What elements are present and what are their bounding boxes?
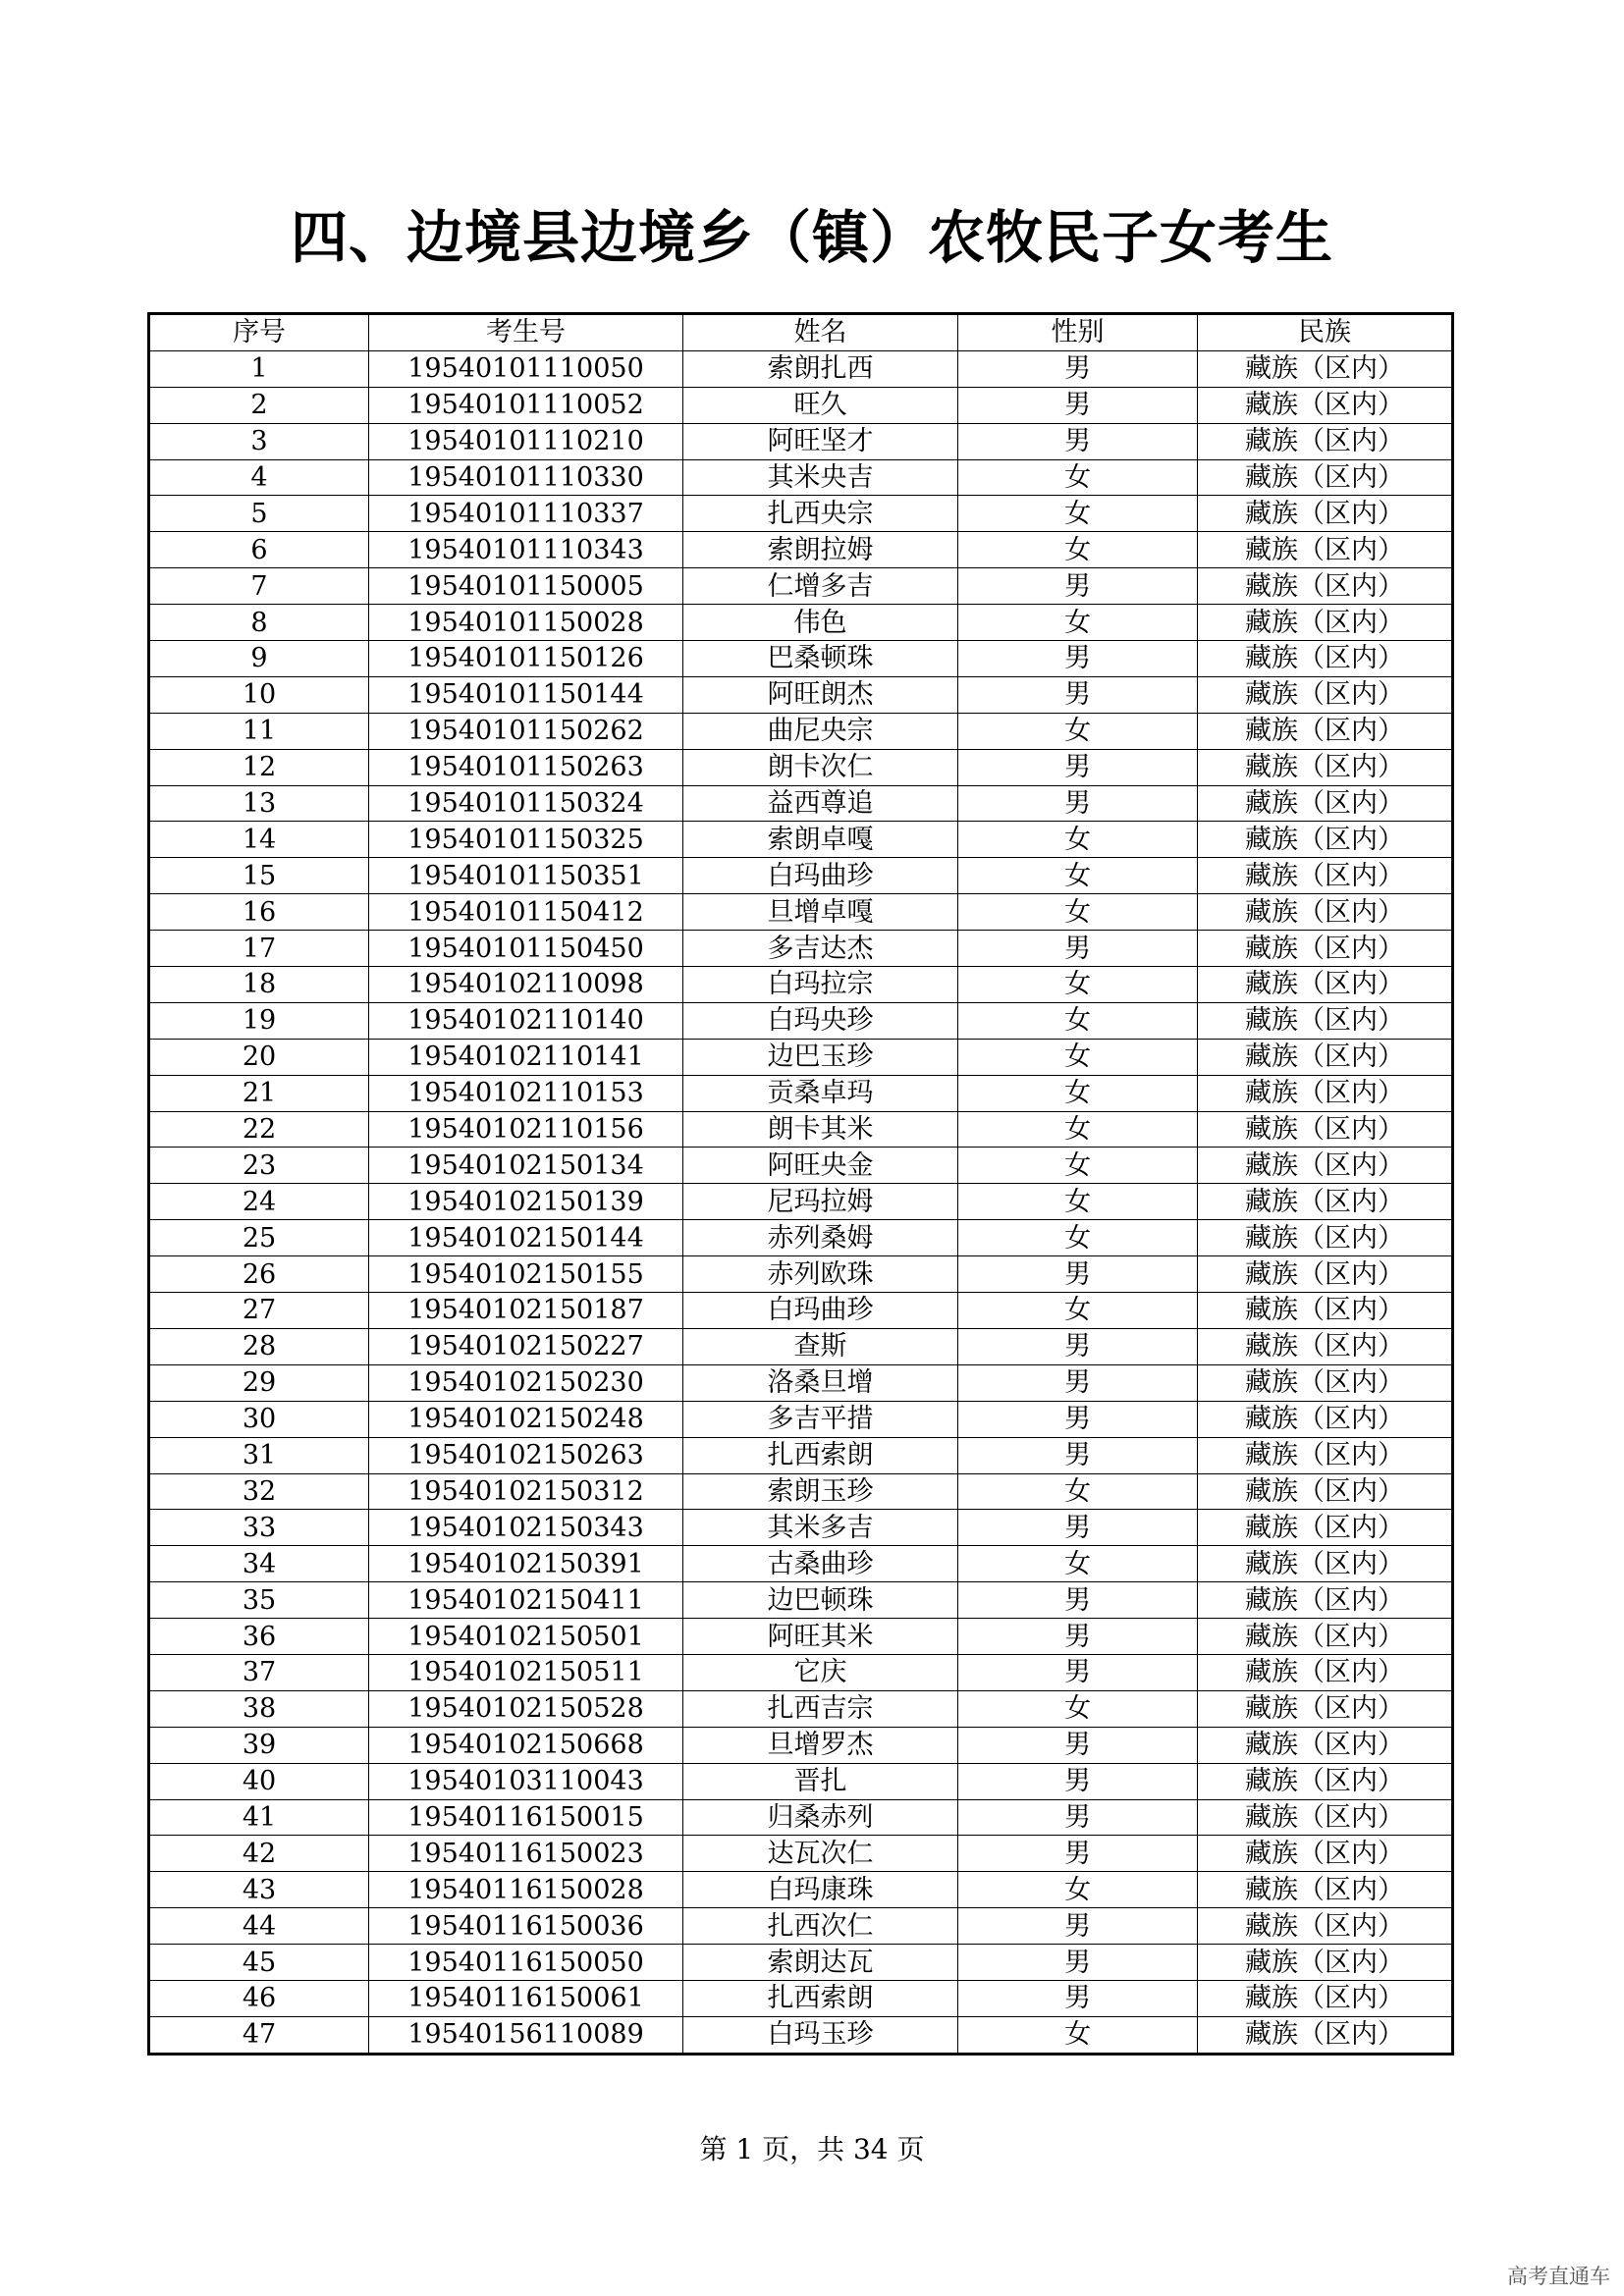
cell-ethnicity: 藏族（区内） <box>1198 532 1453 568</box>
cell-ethnicity: 藏族（区内） <box>1198 1328 1453 1364</box>
cell-name: 白玛央珍 <box>683 1002 958 1039</box>
cell-serial: 29 <box>149 1364 369 1401</box>
cell-gender: 男 <box>958 1256 1198 1293</box>
cell-name: 旺久 <box>683 387 958 423</box>
cell-exam-id: 19540101150325 <box>369 822 683 858</box>
cell-exam-id: 19540101150412 <box>369 894 683 931</box>
cell-name: 白玛曲珍 <box>683 858 958 894</box>
cell-serial: 20 <box>149 1039 369 1075</box>
cell-gender: 男 <box>958 387 1198 423</box>
cell-gender: 女 <box>958 1002 1198 1039</box>
table-row <box>149 532 1453 568</box>
cell-gender: 女 <box>958 1220 1198 1256</box>
table-row <box>149 822 1453 858</box>
cell-name: 白玛康珠 <box>683 1872 958 1908</box>
cell-exam-id: 19540116150050 <box>369 1945 683 1981</box>
cell-name: 扎西索朗 <box>683 1437 958 1473</box>
cell-serial: 5 <box>149 496 369 532</box>
cell-exam-id: 19540116150015 <box>369 1799 683 1836</box>
cell-serial: 34 <box>149 1546 369 1582</box>
cell-gender: 男 <box>958 1619 1198 1655</box>
cell-name: 益西尊追 <box>683 785 958 822</box>
cell-serial: 22 <box>149 1111 369 1148</box>
cell-serial: 21 <box>149 1075 369 1111</box>
cell-serial: 37 <box>149 1654 369 1690</box>
cell-ethnicity: 藏族（区内） <box>1198 967 1453 1003</box>
cell-serial: 26 <box>149 1256 369 1293</box>
table-row <box>149 1401 1453 1437</box>
cell-ethnicity: 藏族（区内） <box>1198 1401 1453 1437</box>
cell-gender: 男 <box>958 1401 1198 1437</box>
cell-name: 阿旺央金 <box>683 1148 958 1184</box>
cell-exam-id: 19540102110153 <box>369 1075 683 1111</box>
cell-gender: 男 <box>958 423 1198 459</box>
table-row <box>149 568 1453 605</box>
cell-name: 晋扎 <box>683 1763 958 1799</box>
cell-gender: 男 <box>958 1437 1198 1473</box>
cell-name: 白玛曲珍 <box>683 1293 958 1329</box>
cell-serial: 1 <box>149 350 369 387</box>
cell-exam-id: 19540102150528 <box>369 1690 683 1727</box>
table-body <box>149 350 1453 2054</box>
cell-ethnicity: 藏族（区内） <box>1198 641 1453 677</box>
table-row <box>149 1148 1453 1184</box>
cell-gender: 女 <box>958 1184 1198 1220</box>
cell-ethnicity: 藏族（区内） <box>1198 785 1453 822</box>
cell-name: 索朗达瓦 <box>683 1945 958 1981</box>
cell-name: 多吉达杰 <box>683 931 958 967</box>
cell-gender: 男 <box>958 1654 1198 1690</box>
table-row <box>149 1945 1453 1981</box>
cell-exam-id: 19540102150187 <box>369 1293 683 1329</box>
cell-ethnicity: 藏族（区内） <box>1198 1473 1453 1510</box>
cell-name: 边巴玉珍 <box>683 1039 958 1075</box>
cell-exam-id: 19540101150126 <box>369 641 683 677</box>
cell-gender: 女 <box>958 1872 1198 1908</box>
page-footer: 第 1 页，共 34 页 <box>699 2133 925 2165</box>
cell-ethnicity: 藏族（区内） <box>1198 1111 1453 1148</box>
cell-gender: 男 <box>958 1763 1198 1799</box>
cell-serial: 9 <box>149 641 369 677</box>
cell-ethnicity: 藏族（区内） <box>1198 1364 1453 1401</box>
cell-ethnicity: 藏族（区内） <box>1198 387 1453 423</box>
cell-gender: 女 <box>958 459 1198 496</box>
cell-name: 尼玛拉姆 <box>683 1184 958 1220</box>
table-row <box>149 2016 1453 2054</box>
cell-serial: 12 <box>149 749 369 785</box>
cell-ethnicity: 藏族（区内） <box>1198 1908 1453 1945</box>
table-row <box>149 1872 1453 1908</box>
table-row <box>149 785 1453 822</box>
cell-exam-id: 19540102150501 <box>369 1619 683 1655</box>
cell-serial: 2 <box>149 387 369 423</box>
cell-serial: 4 <box>149 459 369 496</box>
cell-serial: 44 <box>149 1908 369 1945</box>
cell-ethnicity: 藏族（区内） <box>1198 1582 1453 1619</box>
cell-ethnicity: 藏族（区内） <box>1198 350 1453 387</box>
cell-serial: 45 <box>149 1945 369 1981</box>
cell-serial: 18 <box>149 967 369 1003</box>
cell-ethnicity: 藏族（区内） <box>1198 1690 1453 1727</box>
cell-serial: 42 <box>149 1836 369 1872</box>
cell-serial: 8 <box>149 605 369 641</box>
cell-name: 达瓦次仁 <box>683 1836 958 1872</box>
cell-exam-id: 19540101110210 <box>369 423 683 459</box>
table-row <box>149 605 1453 641</box>
cell-serial: 27 <box>149 1293 369 1329</box>
cell-ethnicity: 藏族（区内） <box>1198 1437 1453 1473</box>
table-row <box>149 713 1453 749</box>
cell-exam-id: 19540102150248 <box>369 1401 683 1437</box>
table-row <box>149 1002 1453 1039</box>
cell-serial: 40 <box>149 1763 369 1799</box>
table-row <box>149 459 1453 496</box>
cell-name: 它庆 <box>683 1654 958 1690</box>
cell-ethnicity: 藏族（区内） <box>1198 1510 1453 1546</box>
cell-serial: 17 <box>149 931 369 967</box>
cell-ethnicity: 藏族（区内） <box>1198 676 1453 713</box>
cell-exam-id: 19540101110050 <box>369 350 683 387</box>
table-row <box>149 1763 1453 1799</box>
cell-name: 仁增多吉 <box>683 568 958 605</box>
cell-ethnicity: 藏族（区内） <box>1198 1799 1453 1836</box>
cell-name: 古桑曲珍 <box>683 1546 958 1582</box>
cell-name: 索朗拉姆 <box>683 532 958 568</box>
cell-name: 边巴顿珠 <box>683 1582 958 1619</box>
cell-exam-id: 19540102150411 <box>369 1582 683 1619</box>
cell-ethnicity: 藏族（区内） <box>1198 1763 1453 1799</box>
cell-serial: 33 <box>149 1510 369 1546</box>
cell-serial: 24 <box>149 1184 369 1220</box>
cell-exam-id: 19540102110141 <box>369 1039 683 1075</box>
cell-name: 曲尼央宗 <box>683 713 958 749</box>
cell-ethnicity: 藏族（区内） <box>1198 1148 1453 1184</box>
table-row <box>149 387 1453 423</box>
cell-gender: 女 <box>958 1473 1198 1510</box>
cell-name: 查斯 <box>683 1328 958 1364</box>
cell-exam-id: 19540101150450 <box>369 931 683 967</box>
table-row <box>149 496 1453 532</box>
cell-exam-id: 19540101150262 <box>369 713 683 749</box>
cell-exam-id: 19540101110330 <box>369 459 683 496</box>
cell-exam-id: 19540102150139 <box>369 1184 683 1220</box>
cell-exam-id: 19540101150005 <box>369 568 683 605</box>
watermark: 高考直通车 <box>1507 2265 1610 2288</box>
table-row <box>149 858 1453 894</box>
cell-gender: 男 <box>958 641 1198 677</box>
cell-ethnicity: 藏族（区内） <box>1198 2016 1453 2054</box>
table-row <box>149 1799 1453 1836</box>
cell-exam-id: 19540101150144 <box>369 676 683 713</box>
cell-name: 其米央吉 <box>683 459 958 496</box>
cell-gender: 女 <box>958 822 1198 858</box>
table-row <box>149 1364 1453 1401</box>
candidate-table <box>147 312 1454 2056</box>
cell-gender: 女 <box>958 1690 1198 1727</box>
cell-gender: 女 <box>958 1546 1198 1582</box>
cell-exam-id: 19540102150343 <box>369 1510 683 1546</box>
cell-ethnicity: 藏族（区内） <box>1198 749 1453 785</box>
cell-ethnicity: 藏族（区内） <box>1198 1980 1453 2016</box>
cell-name: 朗卡其米 <box>683 1111 958 1148</box>
table-row <box>149 1510 1453 1546</box>
cell-name: 多吉平措 <box>683 1401 958 1437</box>
cell-ethnicity: 藏族（区内） <box>1198 568 1453 605</box>
cell-ethnicity: 藏族（区内） <box>1198 1727 1453 1763</box>
cell-gender: 女 <box>958 1293 1198 1329</box>
cell-ethnicity: 藏族（区内） <box>1198 858 1453 894</box>
table-row <box>149 1111 1453 1148</box>
cell-gender: 女 <box>958 1075 1198 1111</box>
cell-exam-id: 19540101110052 <box>369 387 683 423</box>
table-row <box>149 931 1453 967</box>
table-row <box>149 1546 1453 1582</box>
table-row <box>149 1220 1453 1256</box>
table-row <box>149 1039 1453 1075</box>
header-exam-id: 考生号 <box>369 314 683 351</box>
cell-ethnicity: 藏族（区内） <box>1198 605 1453 641</box>
cell-serial: 16 <box>149 894 369 931</box>
cell-serial: 32 <box>149 1473 369 1510</box>
cell-name: 白玛拉宗 <box>683 967 958 1003</box>
cell-serial: 10 <box>149 676 369 713</box>
cell-name: 白玛玉珍 <box>683 2016 958 2054</box>
table-row <box>149 894 1453 931</box>
header-ethnicity: 民族 <box>1198 314 1453 351</box>
cell-exam-id: 19540116150028 <box>369 1872 683 1908</box>
table-row <box>149 1727 1453 1763</box>
cell-ethnicity: 藏族（区内） <box>1198 713 1453 749</box>
cell-gender: 男 <box>958 1945 1198 1981</box>
cell-exam-id: 19540102110098 <box>369 967 683 1003</box>
cell-serial: 38 <box>149 1690 369 1727</box>
cell-exam-id: 19540102150144 <box>369 1220 683 1256</box>
cell-gender: 男 <box>958 1836 1198 1872</box>
header-serial: 序号 <box>149 314 369 351</box>
cell-serial: 14 <box>149 822 369 858</box>
cell-exam-id: 19540116150036 <box>369 1908 683 1945</box>
cell-ethnicity: 藏族（区内） <box>1198 1945 1453 1981</box>
cell-exam-id: 19540101110337 <box>369 496 683 532</box>
header-gender: 性别 <box>958 314 1198 351</box>
table-row <box>149 1184 1453 1220</box>
cell-gender: 男 <box>958 568 1198 605</box>
cell-gender: 男 <box>958 1799 1198 1836</box>
table-row <box>149 1075 1453 1111</box>
cell-gender: 女 <box>958 2016 1198 2054</box>
table-row <box>149 641 1453 677</box>
cell-ethnicity: 藏族（区内） <box>1198 1220 1453 1256</box>
cell-ethnicity: 藏族（区内） <box>1198 1256 1453 1293</box>
table-row <box>149 1256 1453 1293</box>
cell-ethnicity: 藏族（区内） <box>1198 1619 1453 1655</box>
cell-name: 伟色 <box>683 605 958 641</box>
cell-exam-id: 19540101150263 <box>369 749 683 785</box>
cell-serial: 41 <box>149 1799 369 1836</box>
table-row <box>149 1437 1453 1473</box>
table-header-row <box>149 314 1453 351</box>
cell-ethnicity: 藏族（区内） <box>1198 496 1453 532</box>
cell-gender: 男 <box>958 1328 1198 1364</box>
page-title: 四、边境县边境乡（镇）农牧民子女考生 <box>290 204 1333 271</box>
cell-serial: 36 <box>149 1619 369 1655</box>
cell-ethnicity: 藏族（区内） <box>1198 1836 1453 1872</box>
cell-serial: 39 <box>149 1727 369 1763</box>
cell-exam-id: 19540102150134 <box>369 1148 683 1184</box>
cell-name: 巴桑顿珠 <box>683 641 958 677</box>
cell-name: 赤列欧珠 <box>683 1256 958 1293</box>
cell-exam-id: 19540102150263 <box>369 1437 683 1473</box>
cell-name: 阿旺朗杰 <box>683 676 958 713</box>
cell-gender: 男 <box>958 1908 1198 1945</box>
cell-gender: 男 <box>958 931 1198 967</box>
table-row <box>149 423 1453 459</box>
cell-gender: 女 <box>958 532 1198 568</box>
cell-gender: 男 <box>958 1364 1198 1401</box>
cell-exam-id: 19540102110140 <box>369 1002 683 1039</box>
cell-ethnicity: 藏族（区内） <box>1198 894 1453 931</box>
cell-name: 赤列桑姆 <box>683 1220 958 1256</box>
cell-serial: 25 <box>149 1220 369 1256</box>
cell-gender: 男 <box>958 785 1198 822</box>
cell-ethnicity: 藏族（区内） <box>1198 931 1453 967</box>
cell-name: 其米多吉 <box>683 1510 958 1546</box>
cell-serial: 43 <box>149 1872 369 1908</box>
cell-gender: 女 <box>958 1111 1198 1148</box>
cell-serial: 3 <box>149 423 369 459</box>
cell-name: 扎西索朗 <box>683 1980 958 2016</box>
table-row <box>149 1473 1453 1510</box>
table-row <box>149 350 1453 387</box>
cell-exam-id: 19540116150061 <box>369 1980 683 2016</box>
cell-name: 旦增卓嘎 <box>683 894 958 931</box>
cell-ethnicity: 藏族（区内） <box>1198 1293 1453 1329</box>
table-row <box>149 676 1453 713</box>
table-row <box>149 1328 1453 1364</box>
cell-serial: 46 <box>149 1980 369 2016</box>
cell-ethnicity: 藏族（区内） <box>1198 1184 1453 1220</box>
cell-ethnicity: 藏族（区内） <box>1198 1654 1453 1690</box>
cell-exam-id: 19540101150028 <box>369 605 683 641</box>
cell-gender: 男 <box>958 1727 1198 1763</box>
table-row <box>149 1836 1453 1872</box>
cell-gender: 女 <box>958 605 1198 641</box>
cell-ethnicity: 藏族（区内） <box>1198 1075 1453 1111</box>
cell-gender: 男 <box>958 1582 1198 1619</box>
cell-name: 索朗扎西 <box>683 350 958 387</box>
cell-gender: 男 <box>958 749 1198 785</box>
cell-serial: 6 <box>149 532 369 568</box>
cell-serial: 11 <box>149 713 369 749</box>
cell-exam-id: 19540102150668 <box>369 1727 683 1763</box>
cell-gender: 女 <box>958 496 1198 532</box>
cell-serial: 15 <box>149 858 369 894</box>
cell-serial: 19 <box>149 1002 369 1039</box>
table-row <box>149 1293 1453 1329</box>
table-row <box>149 749 1453 785</box>
cell-serial: 31 <box>149 1437 369 1473</box>
cell-ethnicity: 藏族（区内） <box>1198 1872 1453 1908</box>
cell-name: 朗卡次仁 <box>683 749 958 785</box>
cell-exam-id: 19540101150351 <box>369 858 683 894</box>
table-row <box>149 1908 1453 1945</box>
cell-serial: 7 <box>149 568 369 605</box>
cell-gender: 女 <box>958 967 1198 1003</box>
cell-name: 旦增罗杰 <box>683 1727 958 1763</box>
table-row <box>149 1582 1453 1619</box>
cell-name: 扎西吉宗 <box>683 1690 958 1727</box>
cell-exam-id: 19540103110043 <box>369 1763 683 1799</box>
cell-name: 贡桑卓玛 <box>683 1075 958 1111</box>
cell-gender: 女 <box>958 713 1198 749</box>
cell-exam-id: 19540102150227 <box>369 1328 683 1364</box>
cell-ethnicity: 藏族（区内） <box>1198 1039 1453 1075</box>
cell-serial: 28 <box>149 1328 369 1364</box>
cell-gender: 男 <box>958 1510 1198 1546</box>
cell-exam-id: 19540102150391 <box>369 1546 683 1582</box>
cell-exam-id: 19540102110156 <box>369 1111 683 1148</box>
cell-gender: 女 <box>958 1148 1198 1184</box>
cell-serial: 35 <box>149 1582 369 1619</box>
cell-gender: 女 <box>958 894 1198 931</box>
table-row <box>149 1980 1453 2016</box>
cell-gender: 男 <box>958 1980 1198 2016</box>
cell-gender: 女 <box>958 858 1198 894</box>
cell-exam-id: 19540102150155 <box>369 1256 683 1293</box>
table-row <box>149 967 1453 1003</box>
cell-serial: 47 <box>149 2016 369 2054</box>
cell-exam-id: 19540102150511 <box>369 1654 683 1690</box>
cell-name: 索朗玉珍 <box>683 1473 958 1510</box>
cell-ethnicity: 藏族（区内） <box>1198 1002 1453 1039</box>
cell-name: 扎西次仁 <box>683 1908 958 1945</box>
cell-exam-id: 19540102150230 <box>369 1364 683 1401</box>
cell-serial: 30 <box>149 1401 369 1437</box>
cell-name: 阿旺坚才 <box>683 423 958 459</box>
cell-name: 归桑赤列 <box>683 1799 958 1836</box>
cell-ethnicity: 藏族（区内） <box>1198 423 1453 459</box>
cell-gender: 男 <box>958 676 1198 713</box>
cell-name: 洛桑旦增 <box>683 1364 958 1401</box>
cell-exam-id: 19540101150324 <box>369 785 683 822</box>
header-name: 姓名 <box>683 314 958 351</box>
cell-ethnicity: 藏族（区内） <box>1198 459 1453 496</box>
cell-ethnicity: 藏族（区内） <box>1198 822 1453 858</box>
cell-gender: 女 <box>958 1039 1198 1075</box>
cell-serial: 13 <box>149 785 369 822</box>
cell-ethnicity: 藏族（区内） <box>1198 1546 1453 1582</box>
table-row <box>149 1619 1453 1655</box>
table-row <box>149 1654 1453 1690</box>
cell-exam-id: 19540101110343 <box>369 532 683 568</box>
cell-gender: 男 <box>958 350 1198 387</box>
cell-exam-id: 19540116150023 <box>369 1836 683 1872</box>
cell-exam-id: 19540156110089 <box>369 2016 683 2054</box>
cell-name: 索朗卓嘎 <box>683 822 958 858</box>
cell-serial: 23 <box>149 1148 369 1184</box>
cell-name: 阿旺其米 <box>683 1619 958 1655</box>
table-row <box>149 1690 1453 1727</box>
cell-exam-id: 19540102150312 <box>369 1473 683 1510</box>
cell-name: 扎西央宗 <box>683 496 958 532</box>
